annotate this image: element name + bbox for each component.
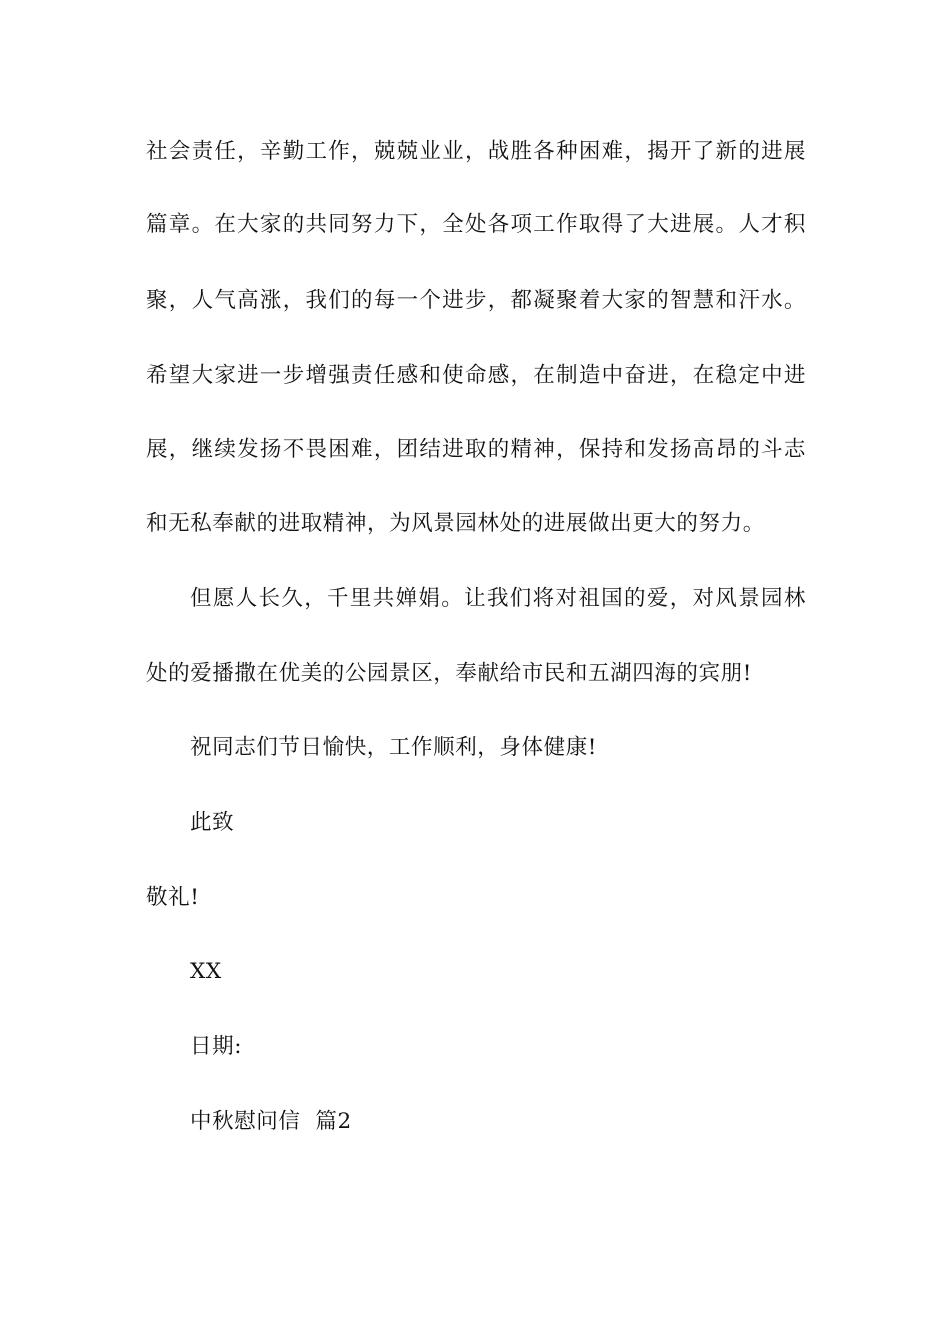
signature: XX (190, 959, 222, 984)
greeting-line: 祝同志们节日愉快，工作顺利，身体健康! (190, 735, 598, 760)
body-line-2: 篇章。在大家的共同努力下，全处各项工作取得了大进展。人才积 (146, 212, 806, 237)
body-line-6: 和无私奉献的进取精神，为风景园林处的进展做出更大的努力。 (146, 511, 765, 536)
closing-phrase: 此致 (190, 810, 235, 835)
section-heading: 中秋慰问信 篇2 (190, 1109, 352, 1134)
date-label: 日期: (190, 1034, 243, 1059)
paragraph-2-line-1: 但愿人长久，千里共婵娟。让我们将对祖国的爱，对风景园林 (190, 586, 806, 611)
body-line-3: 聚，人气高涨，我们的每一个进步，都凝聚着大家的智慧和汗水。 (146, 288, 806, 313)
body-line-4: 希望大家进一步增强责任感和使命感，在制造中奋进，在稳定中进 (146, 363, 806, 388)
paragraph-2-line-2: 处的爱播撒在优美的公园景区，奉献给市民和五湖四海的宾朋! (146, 661, 752, 686)
body-line-5: 展，继续发扬不畏困难，团结进取的精神，保持和发扬高昂的斗志 (146, 437, 806, 462)
body-line-1: 社会责任，辛勤工作，兢兢业业，战胜各种困难，揭开了新的进展 (146, 139, 806, 164)
salutation: 敬礼! (146, 885, 200, 910)
